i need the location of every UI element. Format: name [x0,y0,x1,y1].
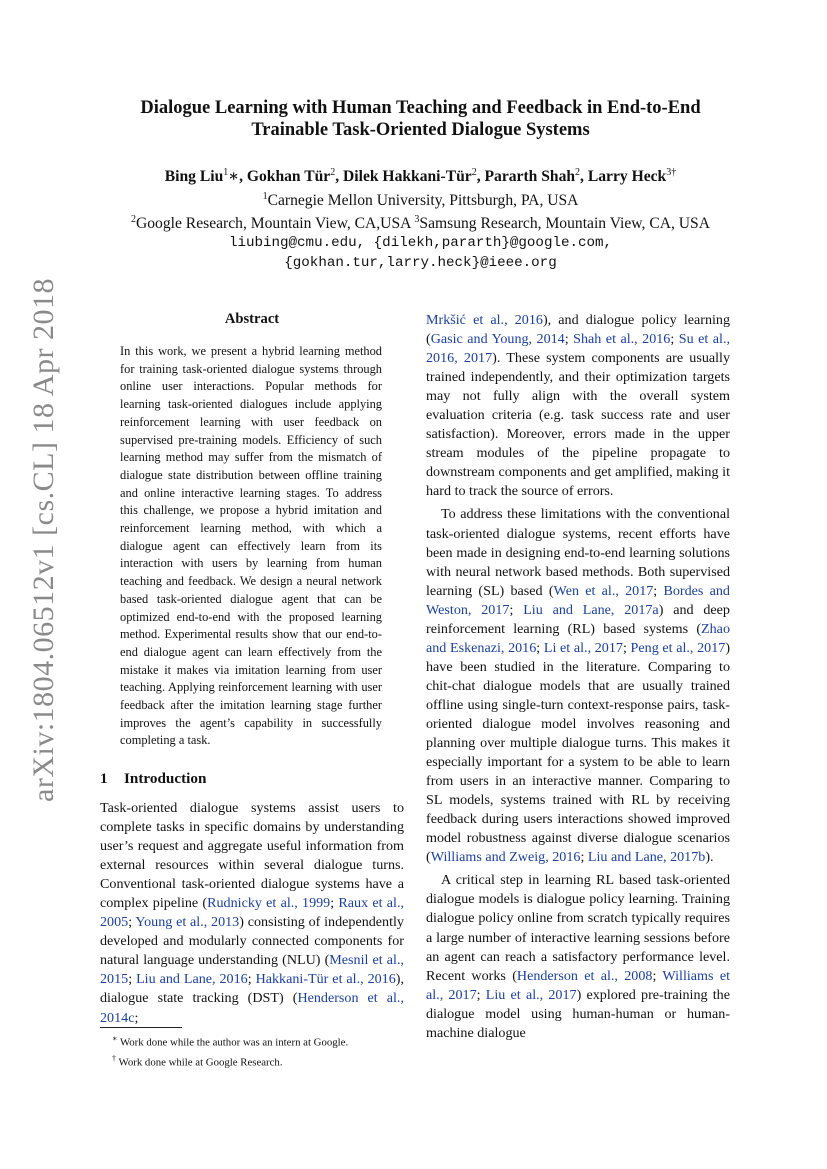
section-title: Introduction [124,770,207,787]
author-block [100,163,741,273]
author-sep: , [580,168,588,186]
footnote-rule [100,1027,182,1028]
author-sep: , [335,168,344,186]
author-4: Pararth Shah [484,168,576,186]
section-number: 1 [100,770,108,787]
citation-link[interactable]: Williams and Zweig, 2016 [430,849,581,866]
abstract-heading: Abstract [224,311,280,327]
author-2: Gokhan Tür [246,168,331,186]
author-2-affil: 2 [330,167,336,178]
citation-link[interactable]: Hakkani-Tür et al., 2016 [255,971,396,988]
author-5: Larry Heck [587,168,667,186]
left-column-body [100,799,404,1028]
citation-link[interactable]: Raux et al., 2005 [100,895,404,931]
affiliation-2-3: $^2$Google Research, Mountain View, CA,USA $^3$Samsung Research, Mountain View, CA, USA [131,214,710,233]
author-1-affil: 1 [223,167,229,178]
author-names [100,163,741,187]
citation-link[interactable]: Su et al., 2016, 2017 [426,331,730,367]
author-sep: , [239,168,247,186]
citation-link[interactable]: Liu and Lane, 2016 [136,971,248,988]
arxiv-stamp [14,190,74,890]
right-paragraph-2: To address these limitations with the conventional task-oriented dialogue systems, recent efforts have been made in designing end-to-end learning solutions with neural network based methods. Both supervised learning (SL) based (Wen et al., 2017; Bordes and Weston, 2017; Liu and Lane, 2017a) and deep reinforcement learning (RL) based systems (Zhao and Eskenazi, 2016; Li et al., 2017; Peng et al., 2017) have been studied in the literature. Comparing to chit-chat dialogue models that are usually trained offline using single-turn context-response pairs, task-oriented dialogue model involves reasoning and planning over multiple dialogue turns. This makes it especially important for a system to be able to learn from users in an interactive manner. Comparing to SL models, systems trained with RL by receiving feedback during users interactions showed improved model robustness against diverse dialogue scenarios (Williams and Zweig, 2016; Liu and Lane, 2017b). [426,506,731,866]
citation-link[interactable]: Mesnil et al., 2015 [100,952,404,988]
author-4-affil: 2 [575,167,581,178]
author-1-star: ∗ [228,168,240,186]
citation-link[interactable]: Li et al., 2017 [543,639,623,656]
citation-link[interactable]: Liu et al., 2017 [485,986,577,1003]
citation-link[interactable]: Williams et al., 2017 [426,967,730,1003]
footnote-2: † Work done while at Google Research. [112,1054,283,1069]
email-line-1: liubing@cmu.edu, {dilekh,pararth}@google.com, [228,235,613,252]
section-heading [100,770,404,788]
citation-link[interactable]: Peng et al., 2017 [630,639,726,656]
email-line-2: {gokhan.tur,larry.heck}@ieee.org [284,254,557,271]
citation-link[interactable]: Mrkšić et al., 2016 [426,312,543,328]
citation-link[interactable]: Zhao and Eskenazi, 2016 [426,620,730,656]
author-3-affil: 2 [471,167,477,178]
intro-paragraph: Task-oriented dialogue systems assist users to complete tasks in specific domains by understanding user’s request and aggregate useful information from external resources within several dialogue turns. Conventional task-oriented dialogue systems have a complex pipeline (Rudnicky et al., 1999; Raux et al., 2005; Young et al., 2013) consisting of independently developed and modularly connected components for natural language understanding (NLU) (Mesnil et al., 2015; Liu and Lane, 2016; Hakkani-Tür et al., 2016), dialogue state tracking (DST) (Henderson et al., 2014c; [100,800,404,1026]
citation-link[interactable]: Rudnicky et al., 1999 [207,895,331,912]
author-sep: , [476,168,485,186]
right-column-body [426,311,730,1043]
citation-link[interactable]: Henderson et al., 2014c [100,990,404,1026]
paper-title: Dialogue Learning with Human Teaching and Feedback in End-to-End Trainable Task-Oriented Dialogue Systems [140,98,701,140]
author-1: Bing Liu [164,168,224,186]
citation-link[interactable]: Bordes and Weston, 2017 [426,582,730,618]
citation-link[interactable]: Shah et al., 2016 [573,331,671,348]
citation-link[interactable]: Henderson et al., 2008 [516,967,653,984]
right-paragraph-1: Mrkšić et al., 2016), and dialogue policy learning (Gasic and Young, 2014; Shah et al., 2016; Su et al., 2016, 2017). These system components are usually trained independently, and their optimization targets may not fully align with the overall system evaluation criteria (e.g. task success rate and user satisfaction). Moreover, errors made in the upper stream modules of the pipeline propagate to downstream components and get amplified, making it hard to track the source of errors. [426,312,731,500]
citation-link[interactable]: Liu and Lane, 2017b [587,849,706,866]
abstract-text: In this work, we present a hybrid learning method for training task-oriented dialogue systems through online user interactions. Popular methods for learning task-oriented dialogues include applying reinforcement learning with user feedback on supervised pre-training models. Efficiency of such learning method may suffer from the mismatch of dialogue state distribution between offline training and online interactive learning stages. To address this challenge, we propose a hybrid imitation and reinforcement learning method, with which a dialogue agent can effectively learn from its interaction with users by learning from human teaching and feedback. We design a neural network based task-oriented dialogue agent that can be optimized end-to-end with the proposed learning method. Experimental results show that our end-to-end dialogue agent can learn effectively from the mistake it makes via imitation learning from user teaching. Applying reinforcement learning with user feedback after the imitation learning stage further improves the agent’s capability in successfully completing a task. [120,344,382,748]
citation-link[interactable]: Gasic and Young, 2014 [430,331,565,348]
citation-link[interactable]: Wen et al., 2017 [553,582,654,599]
footnotes [100,1031,404,1071]
right-paragraph-3: A critical step in learning RL based task-oriented dialogue models is dialogue policy learning. Training dialogue policy online from scratch typically requires a large number of interactive learning sessions before an agent can reach a satisfactory performance level. Recent works (Henderson et al., 2008; Williams et al., 2017; Liu et al., 2017) explored pre-training the dialogue model using human-human or human-machine dialogue [426,872,730,1041]
citation-link[interactable]: Young et al., 2013 [135,914,240,931]
affiliation-1: $^1$Carnegie Mellon University, Pittsburgh, PA, USA [262,190,579,209]
author-5-affil: 3† [666,167,677,178]
citation-link[interactable]: Liu and Lane, 2017a [523,601,659,618]
footnote-1: ∗ Work done while the author was an intern at Google. [112,1034,349,1049]
author-3: Dilek Hakkani-Tür [343,168,472,186]
arxiv-stamp-text: arXiv:1804.06512v1 [cs.CL] 18 Apr 2018 [27,278,60,802]
